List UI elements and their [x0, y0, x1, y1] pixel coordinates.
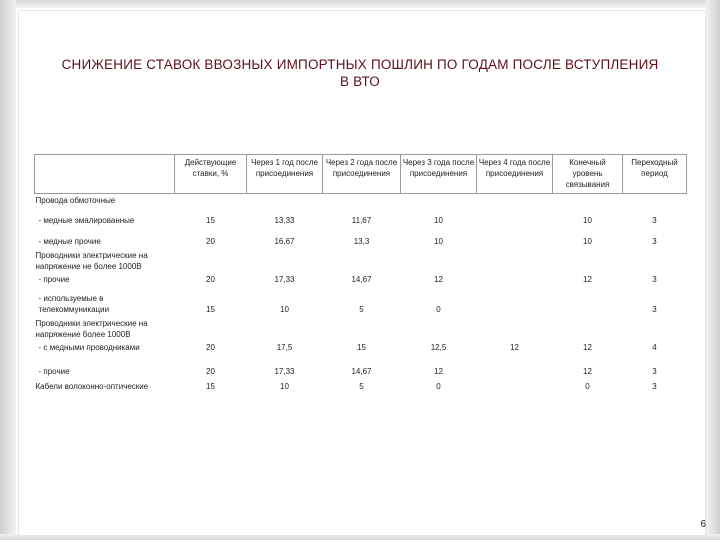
- table-cell: [477, 272, 553, 287]
- table-cell: 3: [652, 216, 657, 225]
- tariff-table: [34, 154, 687, 394]
- row-label: Проводники электрические на напряжение более 1000В: [35, 319, 148, 339]
- table-cell: [477, 206, 553, 228]
- table-cell: 16,67: [274, 237, 295, 246]
- table-cell: 17,33: [274, 275, 295, 284]
- table-cell: 15: [357, 343, 366, 352]
- table-row: [35, 379, 687, 394]
- table-row: [35, 355, 687, 379]
- table-cell: 20: [206, 275, 215, 284]
- table-cell: 13,33: [274, 216, 295, 225]
- table-cell: 3: [652, 305, 657, 314]
- table-cell: 3: [652, 237, 657, 246]
- header-item-column: [35, 155, 175, 194]
- table-cell: 12: [583, 343, 592, 352]
- table-row: [35, 272, 687, 287]
- table-cell: 15: [206, 305, 215, 314]
- table-row: [35, 206, 687, 228]
- table-cell: 0: [436, 382, 441, 391]
- table-header-row: [35, 155, 687, 194]
- table-cell: 3: [652, 367, 657, 376]
- table-cell: 4: [652, 343, 657, 352]
- table-row: [35, 228, 687, 249]
- table-cell: 12: [434, 367, 443, 376]
- row-label: Провода обмоточные: [35, 196, 116, 205]
- table-cell: 13,3: [353, 237, 370, 246]
- header-year-4: Через 4 года после присоединения: [477, 155, 553, 194]
- table-cell: 0: [585, 382, 590, 391]
- row-label: - прочие: [38, 367, 70, 376]
- table-cell: 5: [359, 305, 364, 314]
- table-cell: 10: [280, 382, 289, 391]
- slide-frame-left: [0, 0, 16, 540]
- header-year-3: Через 3 года после присоединения: [401, 155, 477, 194]
- table-cell: 12: [510, 343, 519, 352]
- table-cell: [477, 287, 553, 317]
- table-row: [35, 317, 687, 340]
- table-cell: 12: [583, 275, 592, 284]
- table-cell: 20: [206, 343, 215, 352]
- table-cell: 10: [280, 305, 289, 314]
- header-transition-period: Переходный период: [623, 155, 687, 194]
- table-cell: 11,67: [351, 216, 372, 225]
- table-cell: 20: [206, 367, 215, 376]
- table-row: [35, 194, 687, 207]
- row-label: - используемые в телекоммуникации: [38, 294, 110, 314]
- row-label: - медные эмалированные: [38, 216, 135, 225]
- table-cell: 10: [434, 237, 443, 246]
- row-label: Кабели волоконно-оптические: [35, 382, 149, 391]
- table-cell: 12: [434, 275, 443, 284]
- table-cell: 5: [359, 382, 364, 391]
- table-cell: [477, 379, 553, 394]
- table-cell: [477, 355, 553, 379]
- row-label: - прочие: [38, 275, 70, 284]
- table-cell: 0: [436, 305, 441, 314]
- header-year-1: Через 1 год после присоединения: [247, 155, 323, 194]
- page-number: 6: [700, 519, 706, 530]
- table-cell: 14,67: [351, 367, 372, 376]
- table-cell: 10: [583, 216, 592, 225]
- table-row: [35, 249, 687, 272]
- header-final-bound: Конечный уровень связывания: [553, 155, 623, 194]
- table-cell: 10: [434, 216, 443, 225]
- table-cell: 12,5: [430, 343, 447, 352]
- table-cell: [553, 287, 623, 317]
- table-cell: 17,5: [276, 343, 293, 352]
- table-cell: 17,33: [274, 367, 295, 376]
- table-row: [35, 287, 687, 317]
- table-cell: 3: [652, 382, 657, 391]
- table-cell: 15: [206, 216, 215, 225]
- table-cell: 15: [206, 382, 215, 391]
- slide-frame-right: [706, 0, 720, 540]
- table-row: [35, 340, 687, 355]
- header-year-2: Через 2 года после присоединения: [323, 155, 401, 194]
- row-label: - с медными проводниками: [38, 343, 140, 352]
- slide-frame-top: [0, 0, 720, 8]
- table-cell: [477, 228, 553, 249]
- table-cell: 14,67: [351, 275, 372, 284]
- slide-title: СНИЖЕНИЕ СТАВОК ВВОЗНЫХ ИМПОРТНЫХ ПОШЛИН ПО ГОДАМ ПОСЛЕ ВСТУПЛЕНИЯ В ВТО: [61, 57, 659, 89]
- table-cell: 12: [583, 367, 592, 376]
- table-cell: 3: [652, 275, 657, 284]
- row-label: Проводники электрические на напряжение не более 1000В: [35, 251, 148, 271]
- row-label: - медные прочие: [38, 237, 101, 246]
- table-cell: 10: [583, 237, 592, 246]
- table-cell: 20: [206, 237, 215, 246]
- header-current-rate: Действующие ставки, %: [175, 155, 247, 194]
